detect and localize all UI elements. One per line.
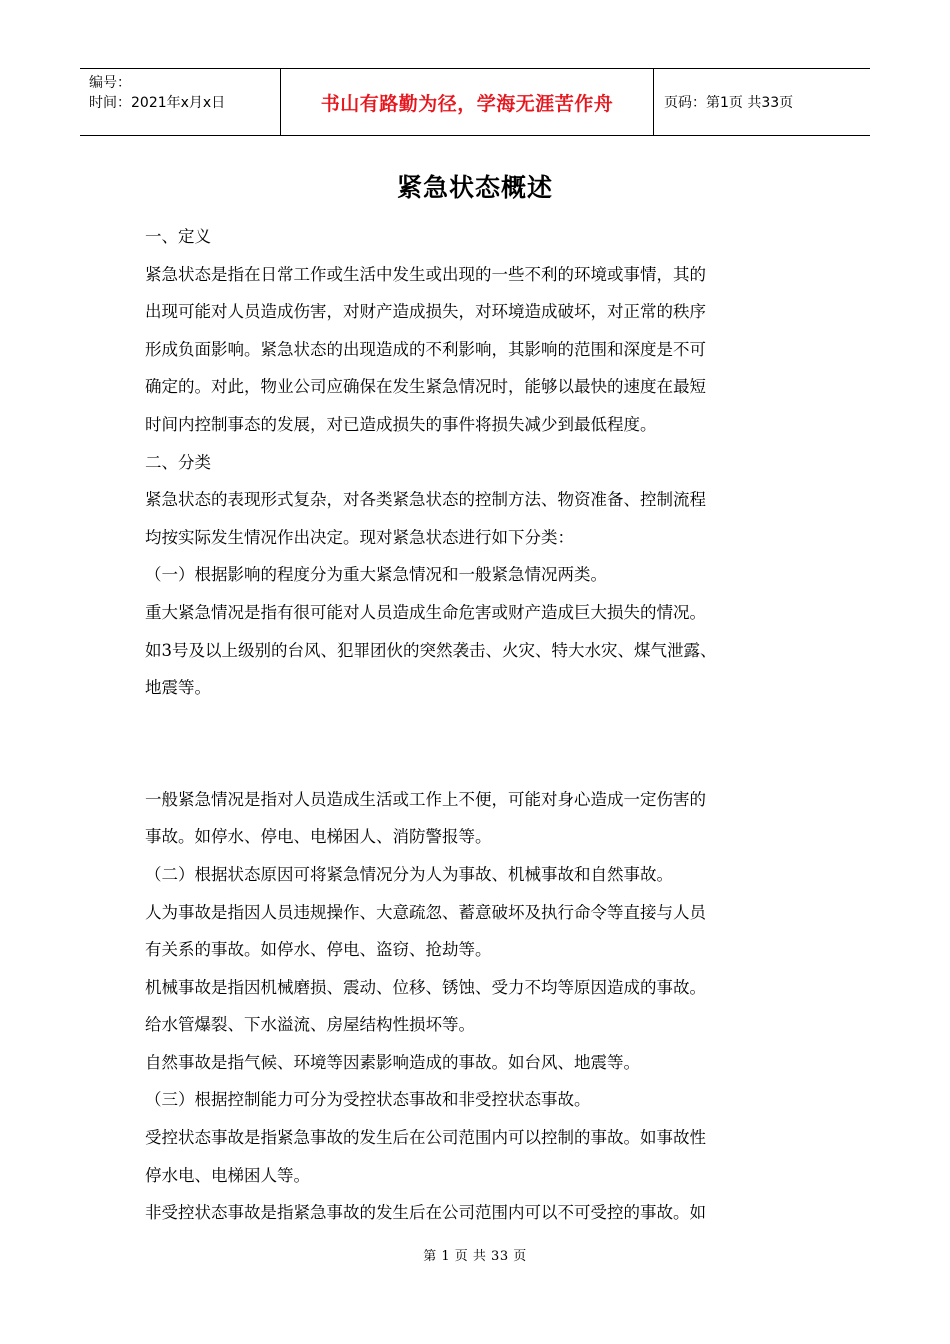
body-line: 受控状态事故是指紧急事故的发生后在公司范围内可以控制的事故。如事故性 (145, 1128, 706, 1148)
body-line: 紧急状态的表现形式复杂，对各类紧急状态的控制方法、物资准备、控制流程 (145, 490, 706, 510)
header-motto: 书山有路勤为径，学海无涯苦作舟 (281, 69, 654, 135)
body-line: 停水电、电梯困人等。 (145, 1165, 310, 1185)
document-title: 紧急状态概述 (396, 173, 553, 202)
body-line: 确定的。对此，物业公司应确保在发生紧急情况时，能够以最快的速度在最短 (145, 377, 706, 397)
page-footer: 第 1 页 共 33 页 (423, 1249, 527, 1264)
body-line: 如3号及以上级别的台风、犯罪团伙的突然袭击、火灾、特大水灾、煤气泄露、 (145, 640, 717, 660)
body-line: 给水管爆裂、下水溢流、房屋结构性损坏等。 (145, 1015, 475, 1035)
body-line: 紧急状态是指在日常工作或生活中发生或出现的一些不利的环境或事情，其的 (145, 264, 706, 284)
body-line: 出现可能对人员造成伤害，对财产造成损失，对环境造成破坏，对正常的秩序 (145, 302, 706, 322)
header-page-info: 页码：第1页 共33页 (664, 95, 794, 111)
body-line: 形成负面影响。紧急状态的出现造成的不利影响，其影响的范围和深度是不可 (145, 339, 706, 359)
body-line: 非受控状态事故是指紧急事故的发生后在公司范围内可以不可受控的事故。如 (145, 1203, 706, 1223)
body-line: （三）根据控制能力可分为受控状态事故和非受控状态事故。 (145, 1090, 591, 1110)
body-line: 一般紧急情况是指对人员造成生活或工作上不便，可能对身心造成一定伤害的 (145, 789, 706, 809)
document-header-table (80, 68, 870, 136)
body-line: 均按实际发生情况作出决定。现对紧急状态进行如下分类： (145, 527, 574, 547)
body-line: 重大紧急情况是指有很可能对人员造成生命危害或财产造成巨大损失的情况。 (145, 602, 706, 622)
body-line: 一、定义 (145, 227, 211, 246)
document-body (145, 218, 835, 1232)
body-line: 事故。如停水、停电、电梯困人、消防警报等。 (145, 827, 492, 847)
paragraph-spacer (145, 707, 835, 781)
body-line: 有关系的事故。如停水、停电、盗窃、抢劫等。 (145, 940, 492, 960)
body-line: （一）根据影响的程度分为重大紧急情况和一般紧急情况两类。 (145, 565, 607, 585)
body-line: 二、分类 (145, 452, 211, 472)
body-line: 地震等。 (145, 678, 211, 698)
body-line: （二）根据状态原因可将紧急情况分为人为事故、机械事故和自然事故。 (145, 864, 673, 884)
body-line: 机械事故是指因机械磨损、震动、位移、锈蚀、受力不均等原因造成的事故。 (145, 977, 706, 997)
body-line: 人为事故是指因人员违规操作、大意疏忽、蓄意破坏及执行命令等直接与人员 (145, 902, 706, 922)
document-date-label: 时间：2021年x月x日 (89, 95, 226, 111)
header-meta-cell (80, 69, 281, 135)
document-number-label: 编号： (89, 75, 131, 91)
body-line: 时间内控制事态的发展，对已造成损失的事件将损失减少到最低程度。 (145, 414, 657, 434)
body-line: 自然事故是指气候、环境等因素影响造成的事故。如台风、地震等。 (145, 1052, 640, 1072)
